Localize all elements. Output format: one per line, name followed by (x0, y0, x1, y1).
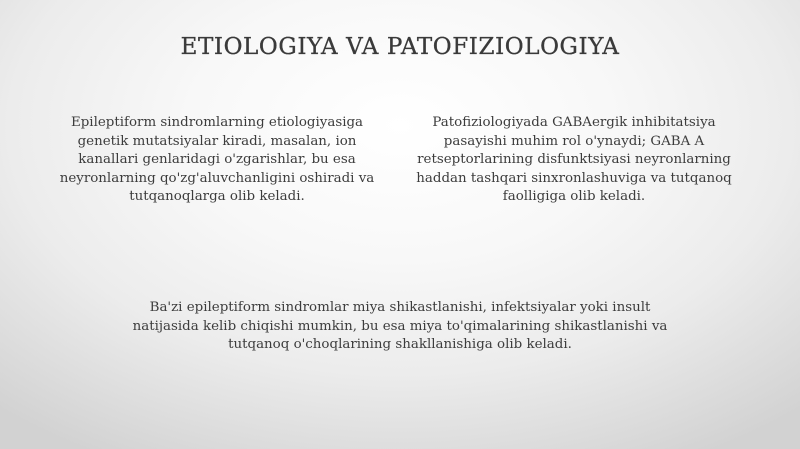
pathophysiology-paragraph: Patofiziologiyada GABAergik inhibitatsiya pasayishi muhim rol o'ynaydi; GABA A retseptorlarining disfunktsiyasi neyronlarning haddan tashqari sinxronlashuviga va tutqanoq faolligiga olib keladi. (416, 115, 732, 204)
brain-injury-paragraph: Ba'zi epileptiform sindromlar miya shikastlanishi, infektsiyalar yoki insult natijasida kelib chiqishi mumkin, bu esa miya to'qimalarining shikastlanishi va tutqanoq o'choqlarining shakllanishiga olib keladi. (132, 300, 668, 352)
etiology-paragraph: Epileptiform sindromlarning etiologiyasiga genetik mutatsiyalar kiradi, masalan, ion kanallari genlaridagi o'zgarishlar, bu esa neyronlarning qo'zg'aluvchanligini oshiradi va tutqanoqlarga olib keladi. (59, 115, 375, 204)
slide-title: ETIOLOGIYA VA PATOFIZIOLOGIYA (180, 34, 620, 60)
